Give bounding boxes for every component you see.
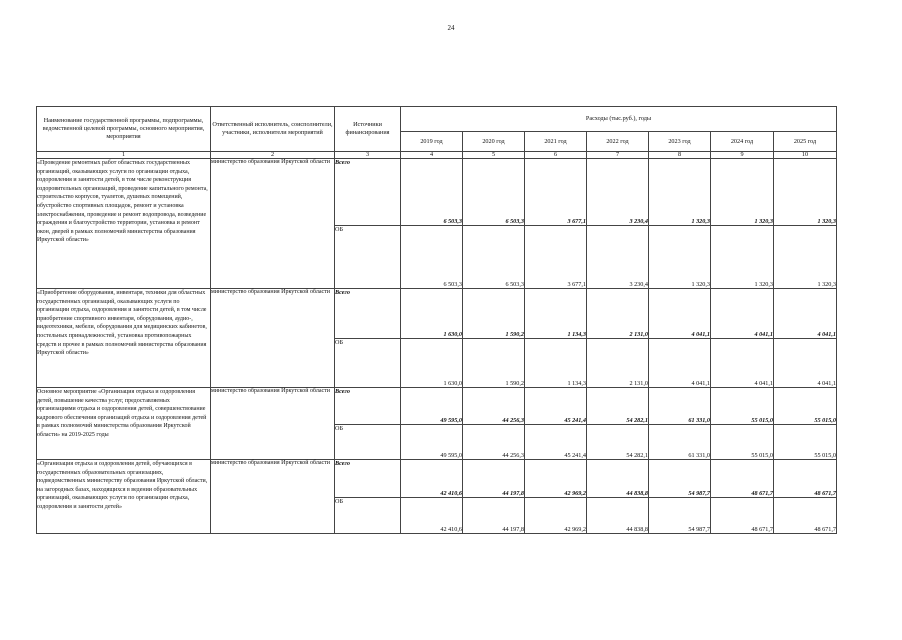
year-header: 2025 год <box>774 132 837 152</box>
ob-value: 44 838,8 <box>587 498 649 534</box>
ob-value: 1 320,3 <box>711 226 774 289</box>
ob-value: 44 197,8 <box>463 498 525 534</box>
total-value: 1 320,3 <box>711 159 774 226</box>
ob-value: 2 131,0 <box>587 339 649 388</box>
total-value: 44 197,8 <box>463 460 525 498</box>
total-value: 1 320,3 <box>774 159 837 226</box>
year-header: 2022 год <box>587 132 649 152</box>
column-number-row <box>37 152 837 159</box>
total-value: 54 987,7 <box>649 460 711 498</box>
program-description: «Приобретение оборудования, инвентаря, техники для областных государственных организаций, оказывающих услуги по организации отдыха, оздоровления и занятости детей, в том числе приобретение спортивного инвентаря, оборудования, аудио-, видеотехники, мебели, оборудования для медицинских кабинетов, постельных принадлежностей, установка противопожарных средств и прочее в рамках полномочий министерства образования Иркутской области» <box>37 289 211 388</box>
column-number: 5 <box>463 152 525 159</box>
ob-value: 61 331,0 <box>649 425 711 460</box>
total-value: 55 015,0 <box>711 388 774 425</box>
budget-table <box>36 106 837 534</box>
executor-cell: министерство образования Иркутской области <box>211 159 335 289</box>
column-number: 8 <box>649 152 711 159</box>
total-value: 54 282,1 <box>587 388 649 425</box>
source-total: Всего <box>335 388 401 425</box>
source-total: Всего <box>335 289 401 339</box>
total-value: 4 041,1 <box>711 289 774 339</box>
total-value: 48 671,7 <box>774 460 837 498</box>
program-description: Основное мероприятие «Организация отдыха и оздоровления детей, повышение качества услуг, предоставляемых организациями отдыха и оздоровления детей, совершенствование кадрового обеспечения организаций отдыха и оздоровления детей в рамках полномочий министерства образования Иркутской области» на 2019-2025 годы <box>37 388 211 460</box>
year-header: 2024 год <box>711 132 774 152</box>
source-ob: ОБ <box>335 339 401 388</box>
total-value: 1 630,0 <box>401 289 463 339</box>
program-description: «Организация отдыха и оздоровления детей, обучающихся в государственных образовательных организациях, подведомственных министерству образования Иркутской области, на загородных базах, находящихся в ведении образовательных организаций, оказывающих услуги по организации отдыха, оздоровления и занятости детей» <box>37 460 211 534</box>
ob-value: 3 230,4 <box>587 226 649 289</box>
ob-value: 6 503,3 <box>463 226 525 289</box>
column-number: 10 <box>774 152 837 159</box>
total-value: 45 241,4 <box>525 388 587 425</box>
total-value: 55 015,0 <box>774 388 837 425</box>
ob-value: 54 987,7 <box>649 498 711 534</box>
ob-value: 1 320,3 <box>774 226 837 289</box>
total-value: 1 134,3 <box>525 289 587 339</box>
column-number: 1 <box>37 152 211 159</box>
year-header: 2019 год <box>401 132 463 152</box>
column-number: 9 <box>711 152 774 159</box>
total-value: 1 320,3 <box>649 159 711 226</box>
total-value: 44 838,8 <box>587 460 649 498</box>
year-header: 2023 год <box>649 132 711 152</box>
column-number: 3 <box>335 152 401 159</box>
table-row-total <box>37 388 837 425</box>
year-header: 2020 год <box>463 132 525 152</box>
source-ob: ОБ <box>335 498 401 534</box>
ob-value: 1 320,3 <box>649 226 711 289</box>
header-program: Наименование государственной программы, подпрограммы, ведомственной целевой программы, основного мероприятия, мероприятия <box>37 107 211 152</box>
executor-cell: министерство образования Иркутской области <box>211 388 335 460</box>
executor-cell: министерство образования Иркутской области <box>211 289 335 388</box>
table-row-total <box>37 159 837 226</box>
total-value: 2 131,0 <box>587 289 649 339</box>
ob-value: 45 241,4 <box>525 425 587 460</box>
ob-value: 42 410,6 <box>401 498 463 534</box>
ob-value: 54 282,1 <box>587 425 649 460</box>
ob-value: 6 503,3 <box>401 226 463 289</box>
column-number: 2 <box>211 152 335 159</box>
ob-value: 55 015,0 <box>774 425 837 460</box>
ob-value: 48 671,7 <box>711 498 774 534</box>
total-value: 6 503,3 <box>401 159 463 226</box>
total-value: 3 677,1 <box>525 159 587 226</box>
total-value: 61 331,0 <box>649 388 711 425</box>
page-number: 24 <box>447 24 455 32</box>
ob-value: 4 041,1 <box>649 339 711 388</box>
header-executor: Ответственный исполнитель, соисполнители, участники, исполнители мероприятий <box>211 107 335 152</box>
header-source: Источники финансирования <box>335 107 401 152</box>
year-header: 2021 год <box>525 132 587 152</box>
total-value: 4 041,1 <box>649 289 711 339</box>
ob-value: 49 595,0 <box>401 425 463 460</box>
executor-cell: министерство образования Иркутской области <box>211 460 335 534</box>
source-ob: ОБ <box>335 425 401 460</box>
ob-value: 4 041,1 <box>774 339 837 388</box>
column-number: 6 <box>525 152 587 159</box>
ob-value: 3 677,1 <box>525 226 587 289</box>
column-number: 4 <box>401 152 463 159</box>
total-value: 44 256,3 <box>463 388 525 425</box>
source-ob: ОБ <box>335 226 401 289</box>
column-number: 7 <box>587 152 649 159</box>
total-value: 49 595,0 <box>401 388 463 425</box>
total-value: 42 410,6 <box>401 460 463 498</box>
source-total: Всего <box>335 159 401 226</box>
ob-value: 55 015,0 <box>711 425 774 460</box>
total-value: 3 230,4 <box>587 159 649 226</box>
total-value: 4 041,1 <box>774 289 837 339</box>
total-value: 48 671,7 <box>711 460 774 498</box>
total-value: 1 590,2 <box>463 289 525 339</box>
ob-value: 44 256,3 <box>463 425 525 460</box>
total-value: 6 503,3 <box>463 159 525 226</box>
ob-value: 42 969,2 <box>525 498 587 534</box>
ob-value: 1 630,0 <box>401 339 463 388</box>
source-total: Всего <box>335 460 401 498</box>
ob-value: 1 590,2 <box>463 339 525 388</box>
table-row-total <box>37 460 837 498</box>
header-expenses: Расходы (тыс.руб.), годы <box>401 107 837 132</box>
total-value: 42 969,2 <box>525 460 587 498</box>
table-row-total <box>37 289 837 339</box>
ob-value: 1 134,3 <box>525 339 587 388</box>
program-description: «Проведение ремонтных работ областных государственных организаций, оказывающих услуги по организации отдыха, оздоровления и занятости детей, в том числе реконструкция оздоровительных организаций, проведение капитального ремонта, строительство корпусов, туалетов, душевых помещений, обустройство спортивных площадок, ремонт и установка электроснабжения, проведение и ремонт водопровода, возведение ограждения и благоустройство территории, установка и ремонт окон, дверей в рамках полномочий министерства образования Иркутской области» <box>37 159 211 289</box>
ob-value: 48 671,7 <box>774 498 837 534</box>
ob-value: 4 041,1 <box>711 339 774 388</box>
